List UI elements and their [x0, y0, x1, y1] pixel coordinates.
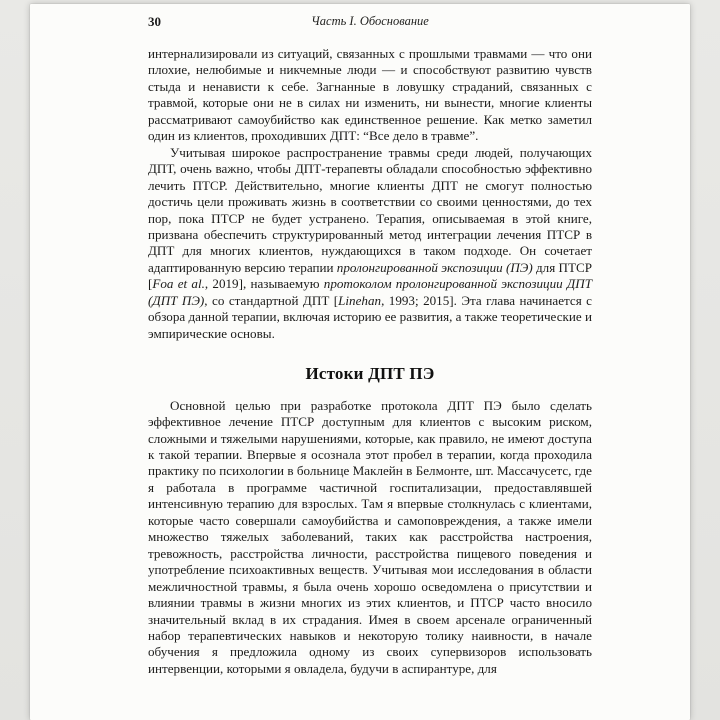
page-number: 30 [148, 14, 161, 29]
text-segment: Учитывая широкое распространение травмы среди людей, получающих ДПТ, очень важно, чтобы ДПТ-терапевты обладали способностью эффективно лечить ПТСР. Действительно, многие клиенты ДПТ не смогут полностью достичь цели проживать жизнь в соответствии со своими ценностями, до тех пор, пока ПТСР не будет устранено. Терапия, описываемая в этой книге, призвана обеспечить структурированный метод интеграции лечения ПТСР в ДПТ для многих клиентов, нуждающихся в таком подходе. Он сочетает адаптированную версию терапии [148, 144, 592, 275]
italic-text-segment: Linehan [338, 292, 382, 308]
page-header [148, 14, 592, 32]
text-segment: интернализировали из ситуаций, связанных с прошлыми травмами — что они плохие, нелюбимые и никчемные люди — и способствуют развитию чувств стыда и ненависти к себе. Загнанные в ловушку страданий, связанных с травмой, которые они не в силах ни изменить, ни вынести, многие клиенты рассматривают самоубийство как единственное решение. Как метко заметил один из клиентов, проходивших ДПТ: “Все дело в травме”. [148, 46, 592, 144]
section-heading: Истоки ДПТ ПЭ [305, 364, 435, 384]
paragraph [148, 145, 592, 342]
paragraph [148, 398, 592, 678]
text-segment: , 1993; 2015]. Эта глава начинается с обзора данной терапии, включая историю ее развития, а также теоретические и эмпирические основы. [148, 292, 592, 341]
italic-text-segment: протоколом пролонгированной экспозиции ДПТ (ДПТ ПЭ) [148, 276, 592, 308]
italic-text-segment: пролонгированной экспозиции (ПЭ) [336, 259, 533, 275]
text-segment: Основной целью при разработке протокола ДПТ ПЭ было сделать эффективное лечение ПТСР доступным для клиентов с высоким риском, сложными и тяжелыми нарушениями, которые, как правило, не имеют доступа к такой терапии. Впервые я осознала этот пробел в терапии, когда проходила практику по психологии в больнице Маклейн в Белмонте, шт. Массачусетс, где я работала в программе частичной госпитализации, предоставлявшей интенсивную терапию для взрослых. Там я впервые столкнулась с клиентами, которые часто совершали самоубийства и самоповреждения, а также имели множество тяжелых заболеваний, таких как расстройства настроения, тревожность, расстройства личности, расстройства пищевого поведения и употребление психоактивных веществ. Учитывая мои исследования в области межличностной травмы, я была очень хорошо осведомлена о присутствии и влиянии травмы в жизни многих из этих клиентов, и ПТСР часто вносило значительный вклад в их страдания. Имея в своем арсенале ограниченный набор терапевтических навыков и некоторую толику наивности, в начале обучения я предложила одному из своих супервизоров использовать интервенции, которыми я овладела, будучи в аспирантуре, для [148, 397, 592, 676]
text-segment: , со стандартной ДПТ [ [204, 292, 339, 308]
text-segment: , 2019], называемую [204, 276, 324, 292]
page-body [148, 46, 592, 677]
paragraph [148, 46, 592, 145]
book-page [30, 4, 690, 720]
italic-text-segment: Foa et al. [152, 276, 205, 292]
text-segment: для ПТСР [ [148, 259, 592, 292]
running-title: Часть I. Обоснование [311, 14, 429, 28]
